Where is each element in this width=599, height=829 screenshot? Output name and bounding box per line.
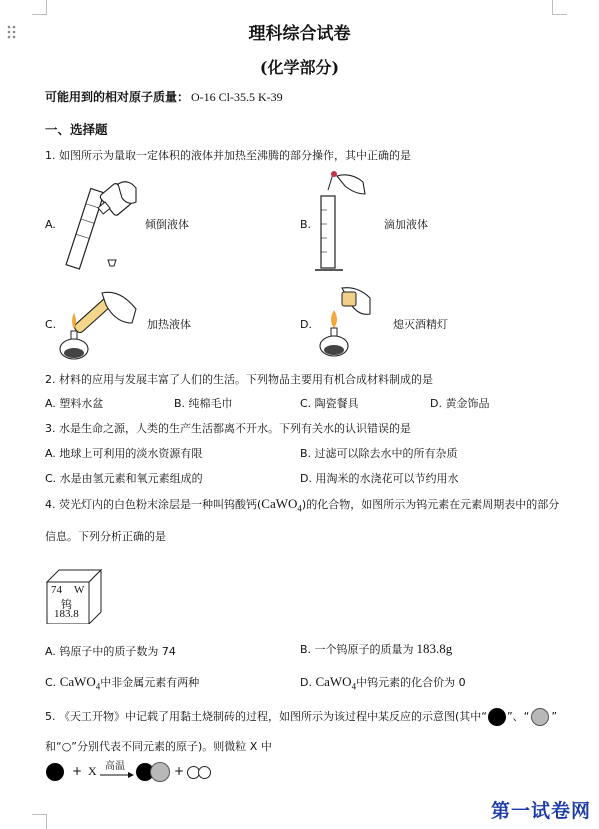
gray-atom-icon bbox=[531, 708, 549, 726]
q4-stem-part-a: 4. 荧光灯内的白色粉末涂层是一种叫钨酸钙( bbox=[45, 498, 262, 511]
q1-option-d-letter: D. bbox=[300, 318, 312, 331]
product-white-atom-2 bbox=[198, 766, 211, 779]
drip-liquid-illustration bbox=[313, 170, 373, 274]
tungsten-name: 钨 bbox=[61, 598, 72, 611]
q4-formula bbox=[261, 496, 302, 514]
section-heading: 一、选择题 bbox=[45, 122, 108, 137]
question-1-stem: 1. 如图所示为量取一定体积的液体并加热至沸腾的部分操作，其中正确的是 bbox=[45, 149, 411, 162]
corner-mark-top-right bbox=[552, 0, 567, 15]
q1-option-a-caption: 倾倒液体 bbox=[145, 218, 189, 231]
q4-option-c-letter: C. bbox=[45, 676, 57, 689]
q4-option-c-text: 中非金属元素有两种 bbox=[100, 676, 200, 689]
question-3-stem: 3. 水是生命之源，人类的生产生活都离不开水。下列有关水的认识错误的是 bbox=[45, 422, 411, 435]
q4-option-d-formula-text: CaWO bbox=[315, 674, 352, 689]
extinguish-lamp-illustration bbox=[314, 284, 378, 360]
q4-option-b bbox=[300, 641, 452, 657]
tungsten-atomic-mass: 183.8 bbox=[54, 608, 79, 620]
q5-stem-part-a: 5. 《天工开物》中记载了用黏土烧制砖的过程，如图所示为该过程中某反应的示意图(其中“ bbox=[45, 710, 487, 723]
q3-option-b: B. 过滤可以除去水中的所有杂质 bbox=[300, 447, 458, 460]
product-gray-atom bbox=[150, 762, 170, 782]
equation-x: X bbox=[88, 764, 97, 778]
q4-option-c-formula-subscript: 4 bbox=[95, 681, 101, 692]
equation-plus-2: + bbox=[174, 764, 185, 778]
q1-option-b-caption: 滴加液体 bbox=[384, 218, 428, 231]
q5-stem-end: ” bbox=[551, 710, 558, 723]
pour-liquid-illustration bbox=[58, 176, 138, 272]
corner-mark-top-left bbox=[32, 0, 47, 15]
q3-option-c: C. 水是由氢元素和氧元素组成的 bbox=[45, 472, 203, 485]
q4-option-a: A. 钨原子中的质子数为 74 bbox=[45, 645, 176, 658]
reactant-black-atom bbox=[46, 763, 64, 781]
question-4-stem-line2: 信息。下列分析正确的是 bbox=[45, 530, 166, 543]
q4-option-d-letter: D. bbox=[300, 676, 312, 689]
q2-option-c: C. 陶瓷餐具 bbox=[300, 397, 359, 410]
q1-option-a-letter: A. bbox=[45, 218, 56, 231]
q4-option-b-value: 183.8g bbox=[416, 641, 453, 656]
q4-option-d-text: 中钨元素的化合价为 0 bbox=[356, 676, 466, 689]
atomic-mass-values: O-16 Cl-35.5 K-39 bbox=[191, 90, 283, 104]
equation-plus-1: + bbox=[72, 764, 83, 778]
q4-option-b-text: B. 一个钨原子的质量为 bbox=[300, 643, 414, 656]
q4-option-d-formula bbox=[315, 674, 357, 692]
q4-option-c-formula-text: CaWO bbox=[59, 674, 96, 689]
tungsten-atomic-number: 74 bbox=[51, 584, 62, 596]
q1-option-c-letter: C. bbox=[45, 318, 57, 331]
q4-option-d bbox=[300, 674, 466, 692]
q3-option-d: D. 用淘米的水浇花可以节约用水 bbox=[300, 472, 459, 485]
document-subtitle: (化学部分) bbox=[259, 58, 340, 77]
q1-option-c-caption: 加热液体 bbox=[147, 318, 191, 331]
heat-liquid-illustration bbox=[56, 283, 140, 365]
q4-option-d-formula-subscript: 4 bbox=[351, 681, 357, 692]
q4-option-c-formula bbox=[59, 674, 101, 692]
q5-stem-separator: ”、“ bbox=[506, 710, 530, 723]
q1-option-d-caption: 熄灭酒精灯 bbox=[393, 318, 448, 331]
question-5-stem-line2: 和“○”分别代表不同元素的原子)。则微粒 X 中 bbox=[45, 740, 272, 753]
question-2-stem: 2. 材料的应用与发展丰富了人们的生活。下列物品主要用有机合成材料制成的是 bbox=[45, 373, 433, 386]
black-atom-icon bbox=[488, 708, 506, 726]
corner-mark-bottom-left bbox=[32, 814, 47, 829]
question-5-stem bbox=[45, 708, 557, 726]
q1-option-b-letter: B. bbox=[300, 218, 312, 231]
atomic-mass-label: 可能用到的相对原子质量： bbox=[45, 90, 190, 104]
tungsten-symbol: W bbox=[74, 584, 85, 596]
q4-option-c bbox=[45, 674, 199, 692]
site-watermark: 第一试卷网 bbox=[490, 800, 591, 822]
q4-stem-part-b: )的化合物，如图所示为钨元素在元素周期表中的部分 bbox=[301, 498, 560, 511]
reaction-condition: 高温 bbox=[105, 761, 125, 772]
q4-formula-subscript: 4 bbox=[297, 503, 302, 514]
question-4-stem bbox=[45, 496, 559, 514]
document-title: 理科综合试卷 bbox=[248, 24, 351, 44]
q3-option-a: A. 地球上可利用的淡水资源有限 bbox=[45, 447, 203, 460]
q4-formula-text: CaWO bbox=[261, 496, 298, 511]
atomic-mass-line bbox=[45, 88, 283, 105]
q2-option-d: D. 黄金饰品 bbox=[430, 397, 490, 410]
q2-option-a: A. 塑料水盆 bbox=[45, 397, 104, 410]
q2-option-b: B. 纯棉毛巾 bbox=[174, 397, 233, 410]
reaction-arrow-icon bbox=[100, 771, 136, 779]
